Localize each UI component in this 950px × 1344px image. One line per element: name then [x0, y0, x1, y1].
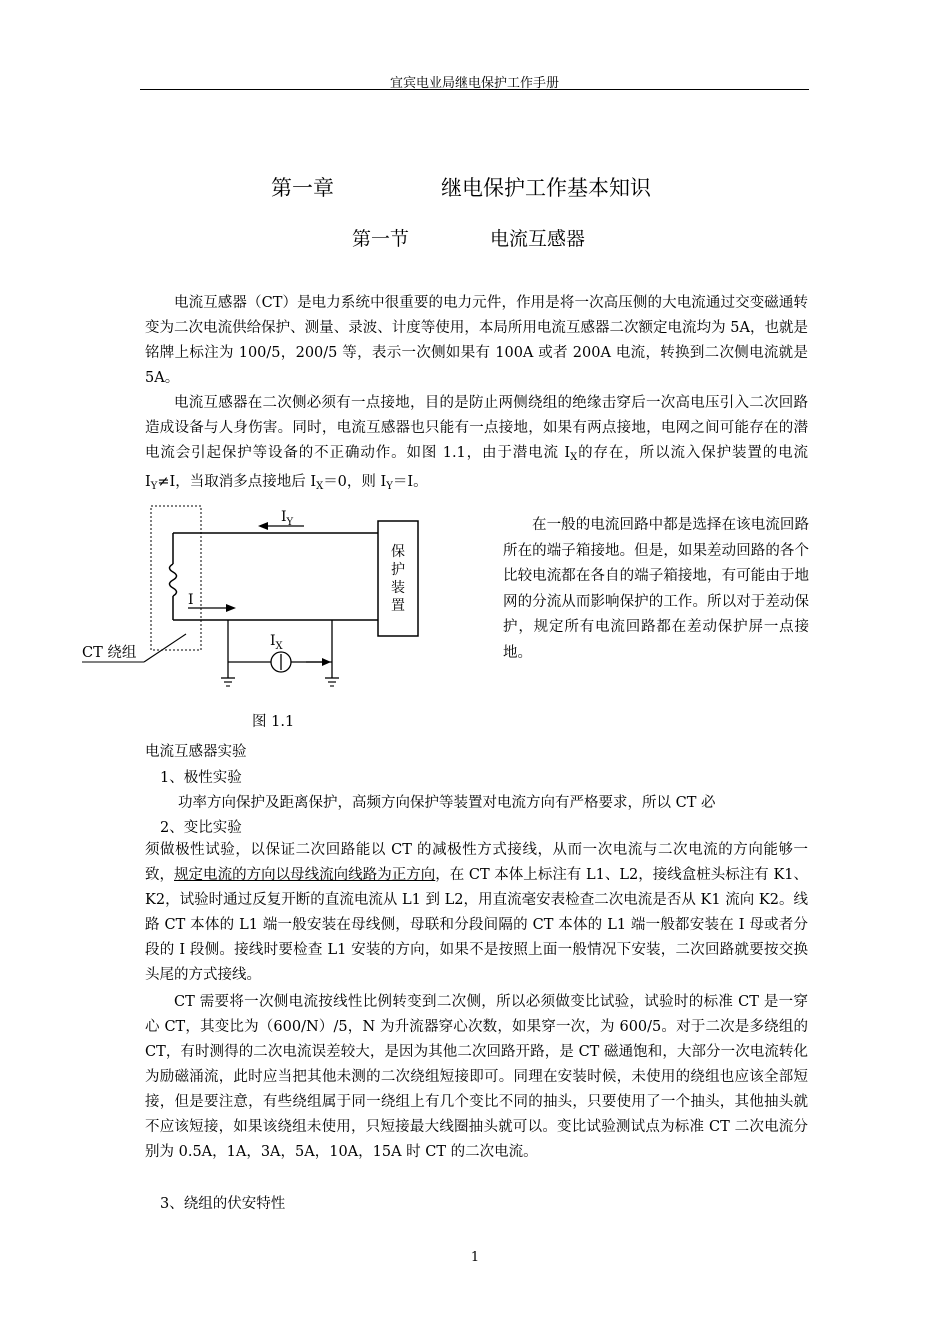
volt-ampere-heading: 3、绕组的伏安特性 — [160, 1196, 286, 1212]
current-direction-rule: 规定电流的方向以母线流向线路为正方向 — [174, 867, 436, 883]
polarity-detail-b: ，在 CT 本体上标注有 L1、L2，接线盒桩头标注有 K1、K2，试验时通过反复开断的直流电流从 L1 到 L2，用直流毫安表检查二次电流是否从 K1 流向 K2。线路 CT 本体的 L1 端一般安装在母线侧，母联和分段间隔的 CT 本体的 L1 端一般都安装在 I 母或者分段的 I 段侧。接线时要检查 L1 安装的方向，如果不是按照上面一般情况下安装，二次回路就要按交换头尾的方式接线。 — [145, 867, 809, 983]
experiment-heading: 电流互感器实验 — [145, 744, 247, 760]
subscript-y: Y — [150, 481, 158, 492]
ratio-test-heading: 2、变比实验 — [160, 820, 242, 836]
polarity-test-heading: 1、极性实验 — [160, 770, 242, 786]
paragraph-ratio-test: CT 需要将一次侧电流按线性比例转变到二次侧，所以必须做变比试验，试验时的标准 CT 是一穿心 CT，其变比为（600/N）/5，N 为升流器穿心次数，如果穿一次，为 600/5。对于二次是多绕组的 CT，有时测得的二次电流误差较大，是因为其他二次回路开路，是 CT 磁通饱和，大部分一次电流转化为励磁涌流，此时应当把其他未测的二次绕组短接即可。同理在安装时候，未使用的绕组也应该全部短接，但是要注意，有些绕组属于同一绕组上有几个变比不同的抽头，只要使用了一个抽头，其他抽头就不应该短接，如果该绕组未使用，只短接最大线圈抽头就可以。变比试验测试点为标准 CT 二次电流分别为 0.5A，1A，3A，5A，10A，15A 时 CT 的二次电流。 — [145, 994, 808, 1160]
running-header: 宜宾电业局继电保护工作手册 — [389, 76, 559, 91]
subscript-x-2: X — [316, 481, 324, 492]
figure-caption: 图 1.1 — [252, 714, 295, 730]
polarity-detail-a: 须做极性试验，以保证二次回路能以 CT 的减极性方式接线，从而一次电流与二次电流的方向能够一致， — [145, 842, 808, 883]
chapter-title: 继电保护工作基本知识 — [441, 176, 651, 200]
grounding-text-a: 电流互感器在二次侧必须有一点接地，目的是防止两侧绕组的绝缘击穿后一次高电压引入二次回路造成设备与人身伤害。同时，电流互感器也只能有一点接地，如果有两点接地，电网之间可能存在的潜电流会引起保护等设备的不正确动作。如图 1.1，由于潜电流 I — [145, 395, 808, 461]
grounding-text-b: 的存在，所以流入保护装置的电流 I — [145, 445, 808, 490]
ix-label: $I_X$ — [270, 633, 283, 652]
i-label: I — [188, 592, 194, 608]
header-rule — [140, 89, 809, 90]
paragraph-differential-grounding: 在一般的电流回路中都是选择在该电流回路所在的端子箱接地。但是，如果差动回路的各个比较电流都在各自的端子箱接地，有可能由于地网的分流从而影响保护的工作。所以对于差动保护，规定所有电流回路都在差动保护屏一点接地。 — [503, 517, 809, 661]
protection-device-label-4: 置 — [391, 598, 405, 614]
protection-device-label-2: 护 — [391, 562, 405, 578]
figure-1-1-diagram — [78, 500, 498, 700]
chapter-number: 第一章 — [271, 176, 334, 200]
ct-winding-label: CT 绕组 — [82, 645, 137, 661]
page-number: 1 — [470, 1250, 480, 1265]
ix-arrow-head — [322, 658, 331, 666]
polarity-test-text: 功率方向保护及距离保护，高频方向保护等装置对电流方向有严格要求，所以 CT 必 — [178, 795, 716, 811]
subscript-x: X — [570, 452, 578, 463]
grounding-text-d: ＝0，则 I — [323, 474, 387, 490]
protection-device-label-3: 装 — [391, 580, 405, 596]
section-title: 电流互感器 — [490, 228, 586, 250]
ct-label-leader — [144, 634, 186, 662]
paragraph-polarity-detail — [145, 838, 808, 988]
grounding-text-e: ＝I。 — [392, 474, 428, 490]
protection-device-box — [378, 521, 418, 636]
ct-coil — [170, 564, 177, 596]
section-number: 第一节 — [352, 228, 410, 250]
subscript-y-2: Y — [386, 481, 393, 492]
paragraph-ct-intro: 电流互感器（CT）是电力系统中很重要的电力元件，作用是将一次高压侧的大电流通过交变磁通转变为二次电流供给保护、测量、录波、计度等使用，本局所用电流互感器二次额定电流均为 5A，也就是铭牌上标注为 100/5，200/5 等，表示一次侧如果有 100A 或者 200A 电流，转换到二次侧电流就是 5A。 — [145, 295, 808, 386]
grounding-text-c: ≠I，当取消多点接地后 I — [157, 474, 317, 490]
protection-device-label-1: 保 — [391, 544, 405, 560]
paragraph-grounding — [145, 391, 808, 499]
i-arrow-head — [226, 604, 236, 612]
iy-label: $I_Y$ — [281, 509, 294, 528]
iy-arrow-head — [258, 522, 268, 530]
